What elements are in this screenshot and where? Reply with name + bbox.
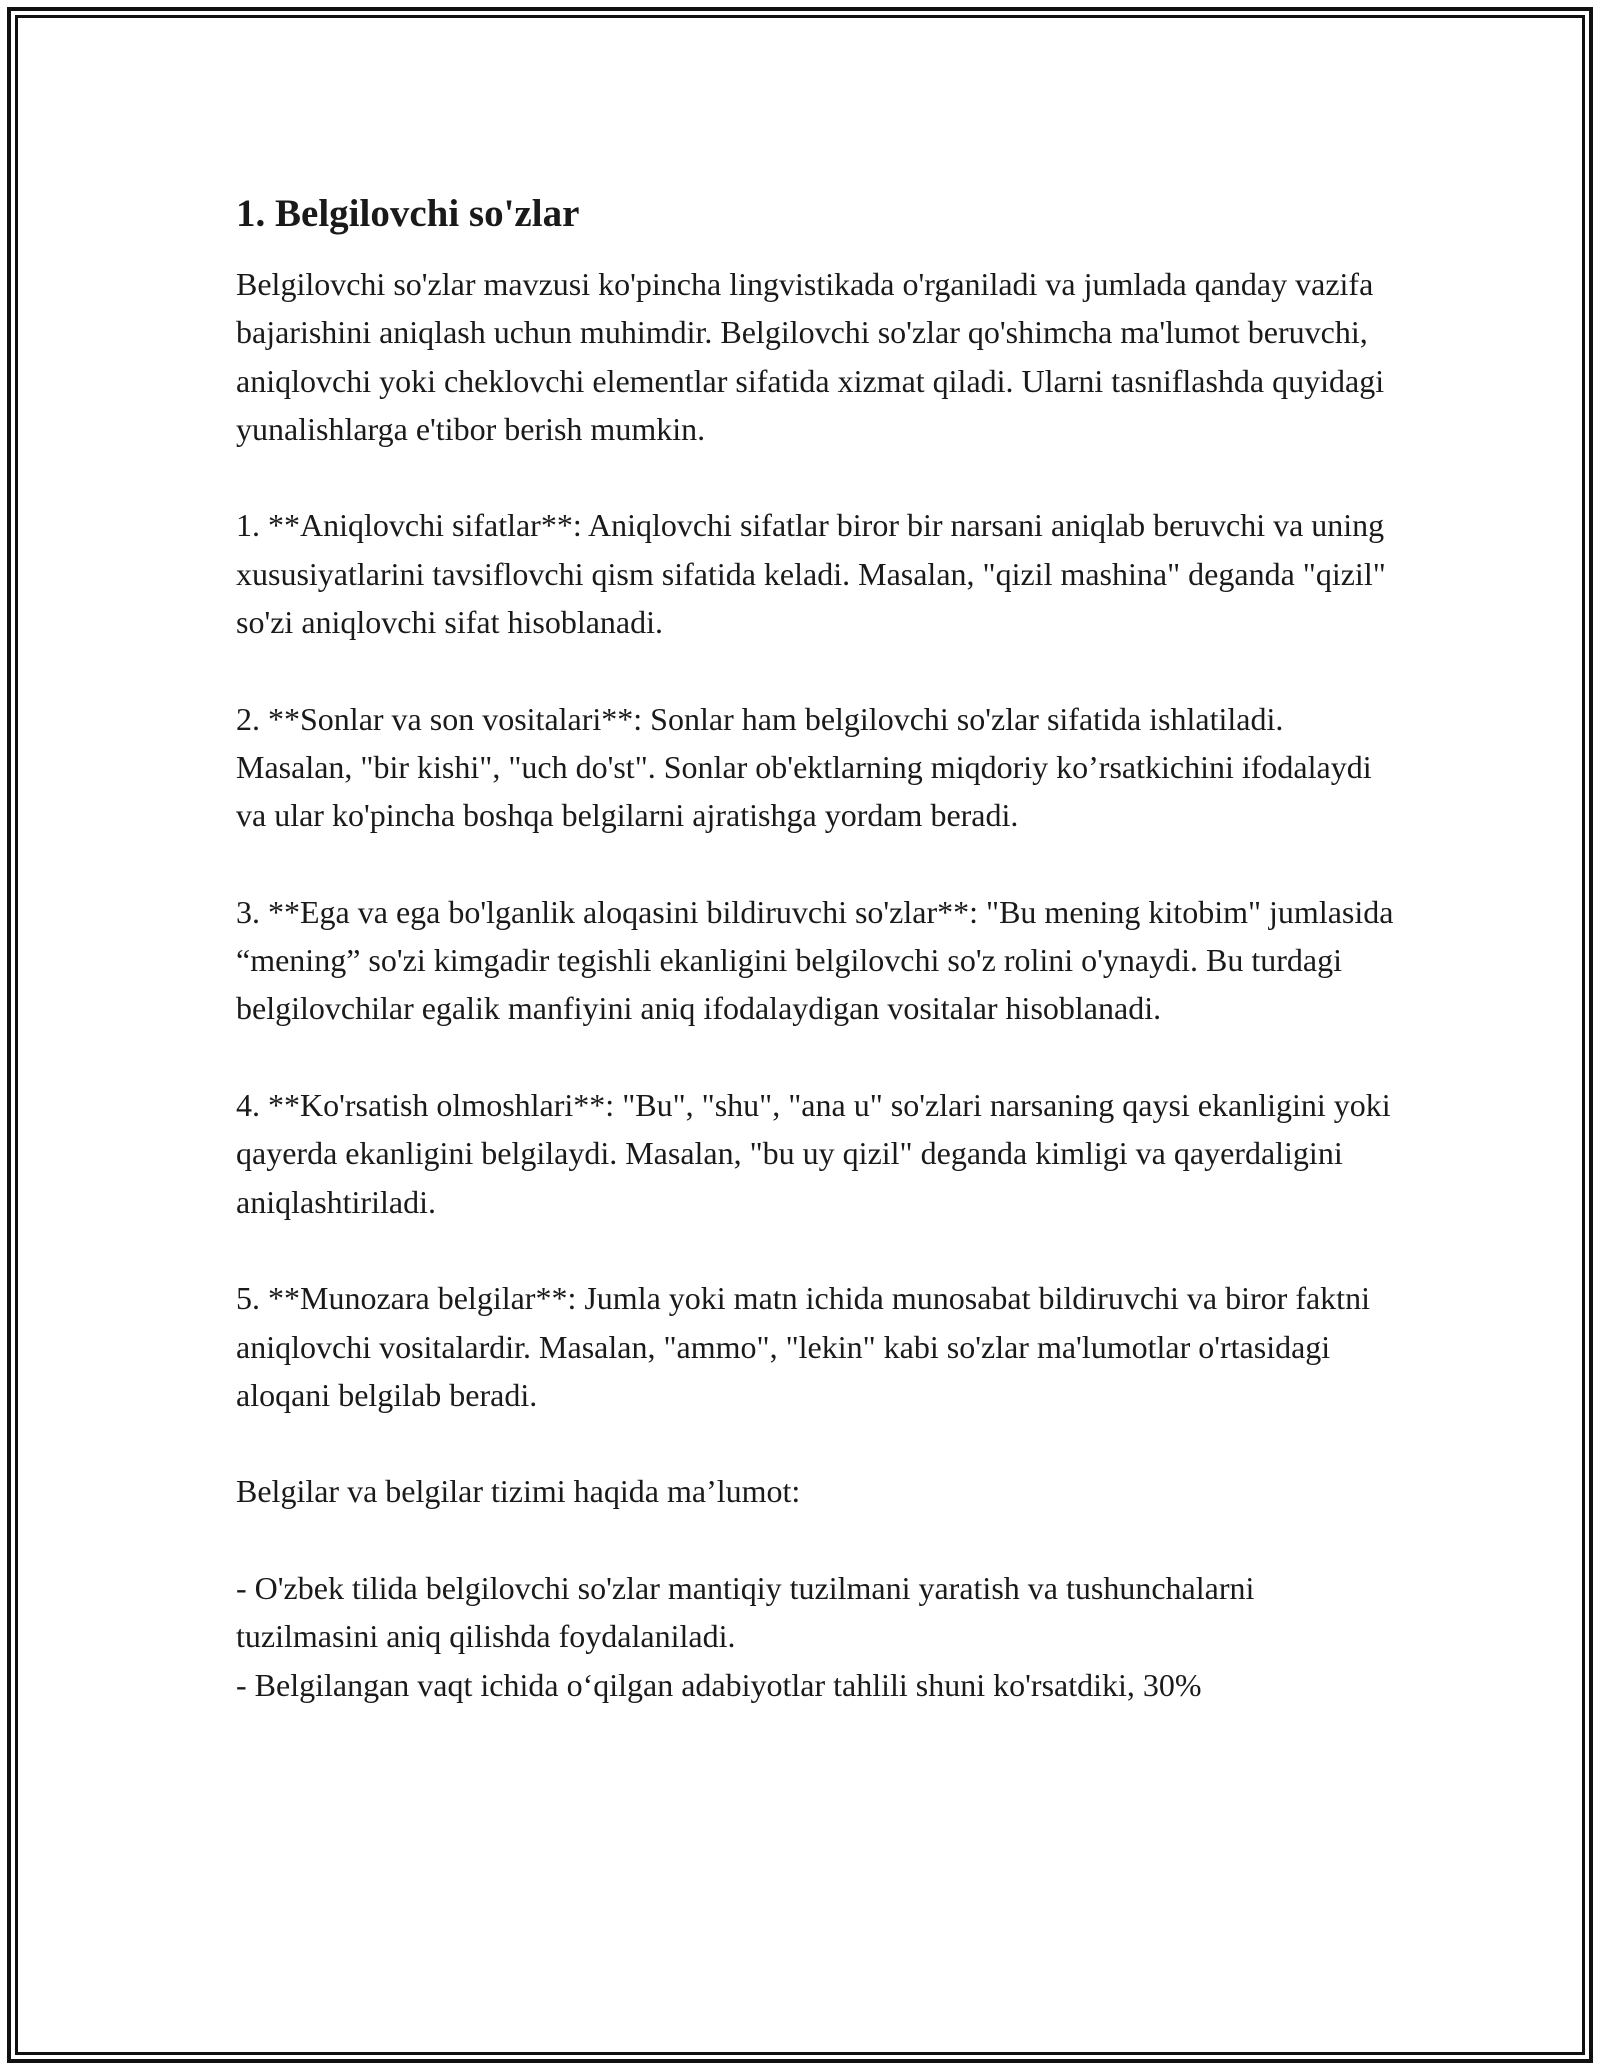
document-body (236, 188, 1396, 1709)
intro-paragraph: Belgilovchi so'zlar mavzusi ko'pincha lingvistikada o'rganiladi va jumlada qanday vazifa bajarishini aniqlash uchun muhimdir. Belgilovchi so'zlar qo'shimcha ma'lumot beruvchi, aniqlovchi yoki cheklovchi elementlar sifatida xizmat qiladi. Ularni tasniflashda quyidagi yunalishlarga e'tibor berish mumkin. (236, 266, 1385, 447)
list-item-munozara-belgilar: 5. **Munozara belgilar**: Jumla yoki matn ichida munosabat bildiruvchi va biror faktni aniqlovchi vositalardir. Masalan, "ammo", "lekin" kabi so'zlar ma'lumotlar o'rtasidagi aloqani belgilab beradi. (236, 1280, 1370, 1413)
list-item-aniqlovchi-sifatlar: 1. **Aniqlovchi sifatlar**: Aniqlovchi sifatlar biror bir narsani aniqlab beruvchi va uning xususiyatlarini tavsiflovchi qism sifatida keladi. Masalan, "qizil mashina" deganda "qizil" so'zi aniqlovchi sifat hisoblanadi. (236, 507, 1386, 641)
list-item-egalik: 3. **Ega va ega bo'lganlik aloqasini bildiruvchi so'zlar**: "Bu mening kitobim" jumlasida “mening” so'zi kimgadir tegishli ekanligini belgilovchi so'z rolini o'ynaydi. Bu turdagi belgilovchilar egalik manfiyini aniq ifodalaydigan vositalar hisoblanadi. (236, 893, 1394, 1027)
section-heading: 1. Belgilovchi so'zlar (236, 192, 580, 235)
list-item-sonlar: 2. **Sonlar va son vositalari**: Sonlar ham belgilovchi so'zlar sifatida ishlatiladi. Masalan, "bir kishi", "uch do'st". Sonlar ob'ektlarning miqdoriy ko’rsatkichini ifodalaydi va ular ko'pincha boshqa belgilarni ajratishga yordam beradi. (236, 700, 1372, 834)
list-item-korsatish-olmoshlari: 4. **Ko'rsatish olmoshlari**: "Bu", "shu", "ana u" so'zlari narsaning qaysi ekanligini yoki qayerda ekanligini belgilaydi. Masalan, "bu uy qizil" deganda kimligi va qayerdaligini aniqlashtiriladi. (236, 1087, 1391, 1220)
subheading-paragraph: Belgilar va belgilar tizimi haqida ma’lumot: (236, 1473, 801, 1510)
bullet-list (236, 1564, 1396, 1709)
bullet-item: - O'zbek tilida belgilovchi so'zlar mantiqiy tuzilmani yaratish va tushunchalarni tuzilmasini aniq qilishda foydalaniladi. (236, 1570, 1255, 1655)
bullet-item: - Belgilangan vaqt ichida o‘qilgan adabiyotlar tahlili shuni ko'rsatdiki, 30% (236, 1666, 1202, 1703)
